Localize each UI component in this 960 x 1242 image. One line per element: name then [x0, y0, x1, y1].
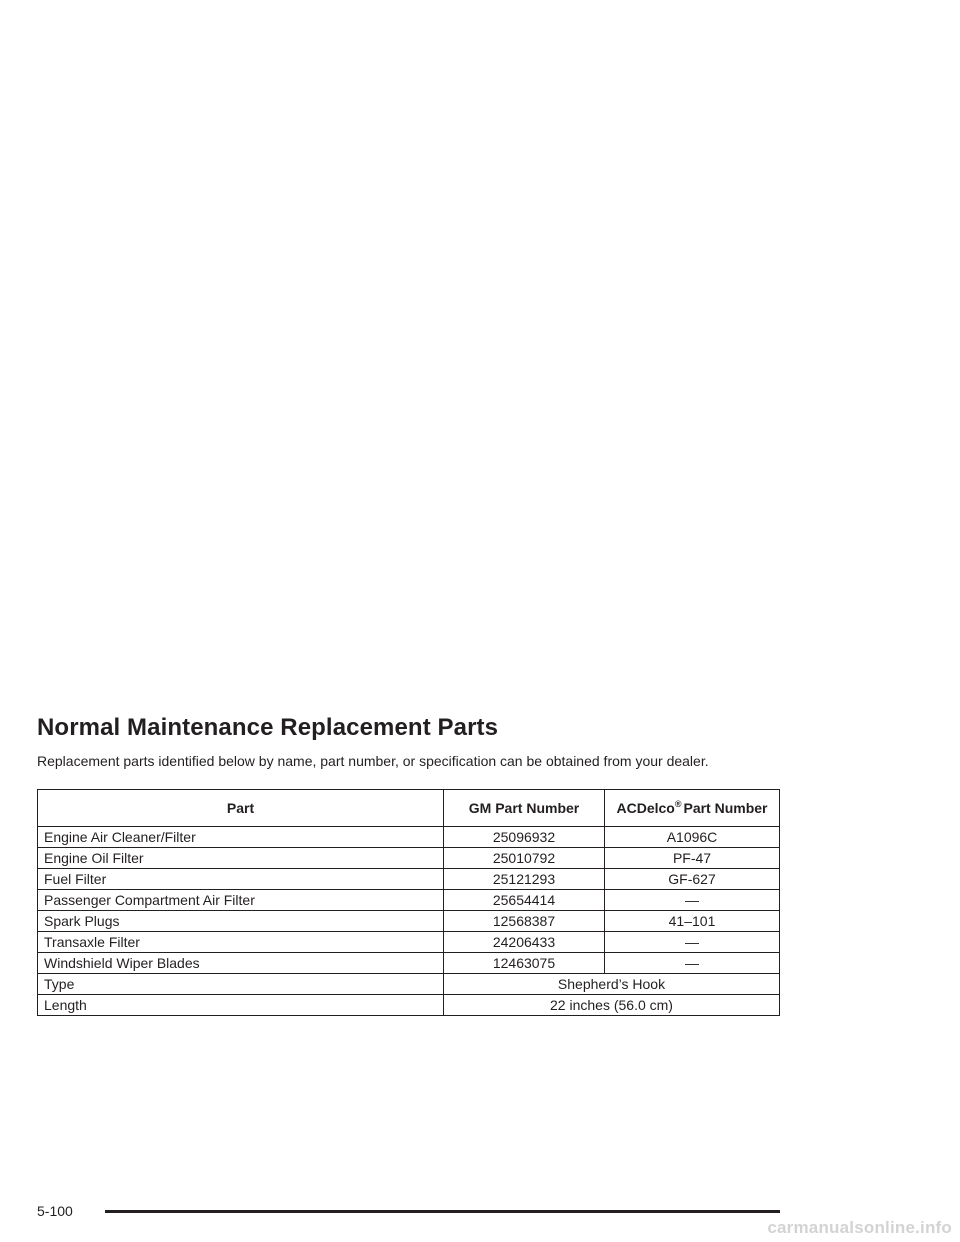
cell-acdelco-number: —	[605, 953, 780, 974]
table-row	[38, 974, 780, 995]
cell-acdelco-number: GF-627	[605, 869, 780, 890]
header-acdelco-part-number	[605, 790, 780, 827]
cell-part: Engine Oil Filter	[38, 848, 444, 869]
cell-gm-number: 12463075	[444, 953, 605, 974]
acdelco-label-rest: Part Number	[683, 800, 768, 816]
table-row	[38, 848, 780, 869]
cell-acdelco-number: —	[605, 932, 780, 953]
watermark: carmanualsonline.info	[767, 1218, 952, 1237]
cell-acdelco-number: PF-47	[605, 848, 780, 869]
table-row	[38, 911, 780, 932]
acdelco-brand: ACDelco	[616, 800, 675, 816]
cell-gm-number: 25010792	[444, 848, 605, 869]
page-title: Normal Maintenance Replacement Parts	[37, 714, 499, 741]
cell-spec-name: Length	[38, 995, 444, 1016]
footer-rule	[105, 1210, 780, 1213]
cell-gm-number: 12568387	[444, 911, 605, 932]
cell-part: Engine Air Cleaner/Filter	[38, 827, 444, 848]
cell-gm-number: 25654414	[444, 890, 605, 911]
page-number: 5-100	[37, 1203, 73, 1219]
table-row	[38, 890, 780, 911]
table-row	[38, 827, 780, 848]
table-header-row	[38, 790, 780, 827]
registered-mark: ®	[674, 799, 682, 809]
cell-spec-value: Shepherd’s Hook	[444, 974, 780, 995]
cell-part: Fuel Filter	[38, 869, 444, 890]
cell-gm-number: 24206433	[444, 932, 605, 953]
cell-part: Passenger Compartment Air Filter	[38, 890, 444, 911]
cell-acdelco-number: 41–101	[605, 911, 780, 932]
header-part: Part	[38, 790, 444, 827]
table-row	[38, 953, 780, 974]
table-row	[38, 995, 780, 1016]
intro-text: Replacement parts identified below by name, part number, or specification can be obtained from your dealer.	[37, 753, 709, 769]
cell-gm-number: 25121293	[444, 869, 605, 890]
cell-part: Transaxle Filter	[38, 932, 444, 953]
replacement-parts-table	[37, 789, 780, 1016]
cell-acdelco-number: A1096C	[605, 827, 780, 848]
cell-gm-number: 25096932	[444, 827, 605, 848]
table-row	[38, 869, 780, 890]
table-row	[38, 932, 780, 953]
cell-acdelco-number: —	[605, 890, 780, 911]
cell-part: Windshield Wiper Blades	[38, 953, 444, 974]
cell-part: Spark Plugs	[38, 911, 444, 932]
cell-spec-value: 22 inches (56.0 cm)	[444, 995, 780, 1016]
cell-spec-name: Type	[38, 974, 444, 995]
header-gm-part-number: GM Part Number	[444, 790, 605, 827]
